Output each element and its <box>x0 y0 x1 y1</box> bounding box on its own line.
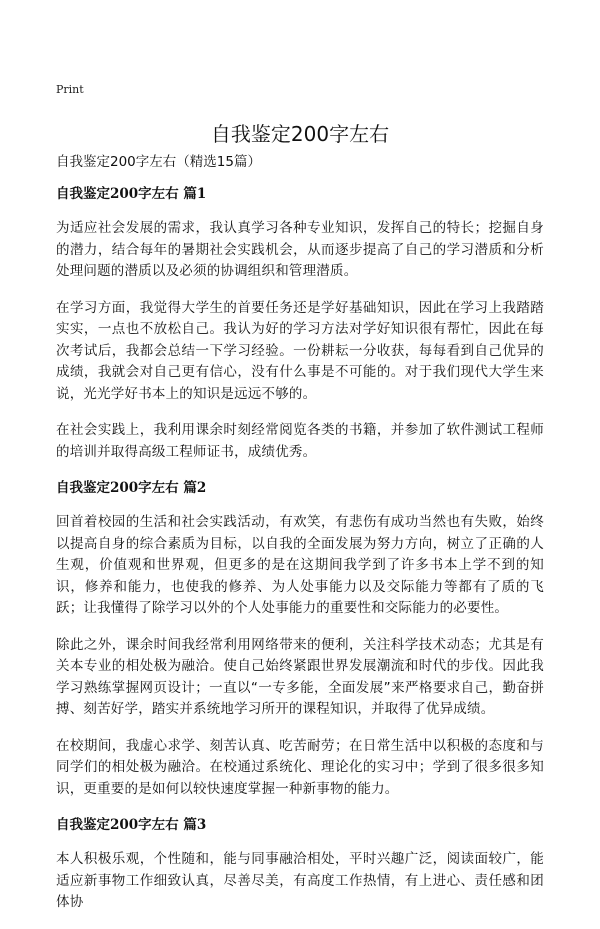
paragraph: 除此之外，课余时间我经常利用网络带来的便利，关注科学技术动态；尤其是有关本专业的相处极为融洽。使自己始终紧跟世界发展潮流和时代的步伐。因此我学习熟练掌握网页设计；一直以“一专多能，全面发展”来严格要求自己，勤奋拼搏、刻苦好学，踏实并系统地学习所开的课程知识，并取得了优异成绩。 <box>56 636 544 717</box>
paragraph: 在社会实践上，我利用课余时刻经常阅览各类的书籍，并参加了软件测试工程师的培训并取得高级工程师证书，成绩优秀。 <box>56 422 544 460</box>
subtitle: 自我鉴定200字左右（精选15篇） <box>56 154 261 170</box>
section-3 <box>56 815 544 914</box>
section-heading: 自我鉴定200字左右 篇3 <box>56 817 207 833</box>
paragraph: 为适应社会发展的需求，我认真学习各种专业知识，发挥自己的特长；挖掘自身的潜力，结合每年的暑期社会实践机会，从而逐步提高了自己的学习潜质和分析处理问题的潜质以及必须的协调组织和管理潜质。 <box>56 220 544 279</box>
paragraph: 在学习方面，我觉得大学生的首要任务还是学好基础知识，因此在学习上我踏踏实实，一点也不放松自己。我认为好的学习方法对学好知识很有帮忙，因此在每次考试后，我都会总结一下学习经验。一份耕耘一分收获，每每看到自己优异的成绩，我就会对自己更有信心，没有什么事是不可能的。对于我们现代大学生来说，光光学好书本上的知识是远远不够的。 <box>56 299 544 402</box>
section-2 <box>56 478 544 800</box>
paragraph: 在校期间，我虚心求学、刻苦认真、吃苦耐劳；在日常生活中以积极的态度和与同学们的相处极为融洽。在校通过系统化、理论化的实习中；学到了很多很多知识，更重要的是如何以较快速度掌握一种新事物的能力。 <box>56 737 544 797</box>
print-label[interactable]: Print <box>56 83 84 96</box>
section-1 <box>56 184 544 463</box>
paragraph: 本人积极乐观，个性随和，能与同事融洽相处，平时兴趣广泛，阅读面较广，能适应新事物工作细致认真，尽善尽美，有高度工作热情，有上进心、责任感和团体协 <box>56 851 544 910</box>
page-title: 自我鉴定200字左右 <box>210 122 390 146</box>
section-heading: 自我鉴定200字左右 篇2 <box>56 480 207 496</box>
document-body <box>56 152 544 929</box>
section-heading: 自我鉴定200字左右 篇1 <box>56 186 207 202</box>
paragraph: 回首着校园的生活和社会实践活动，有欢笑，有悲伤有成功当然也有失败，始终以提高自身的综合素质为目标，以自我的全面发展为努力方向，树立了正确的人生观，价值观和世界观，但更多的是在这期间我学到了许多书本上学不到的知识，修养和能力，也使我的修养、为人处事能力以及交际能力等都有了质的飞跃；让我懂得了除学习以外的个人处事能力的重要性和交际能力的必要性。 <box>56 514 544 616</box>
